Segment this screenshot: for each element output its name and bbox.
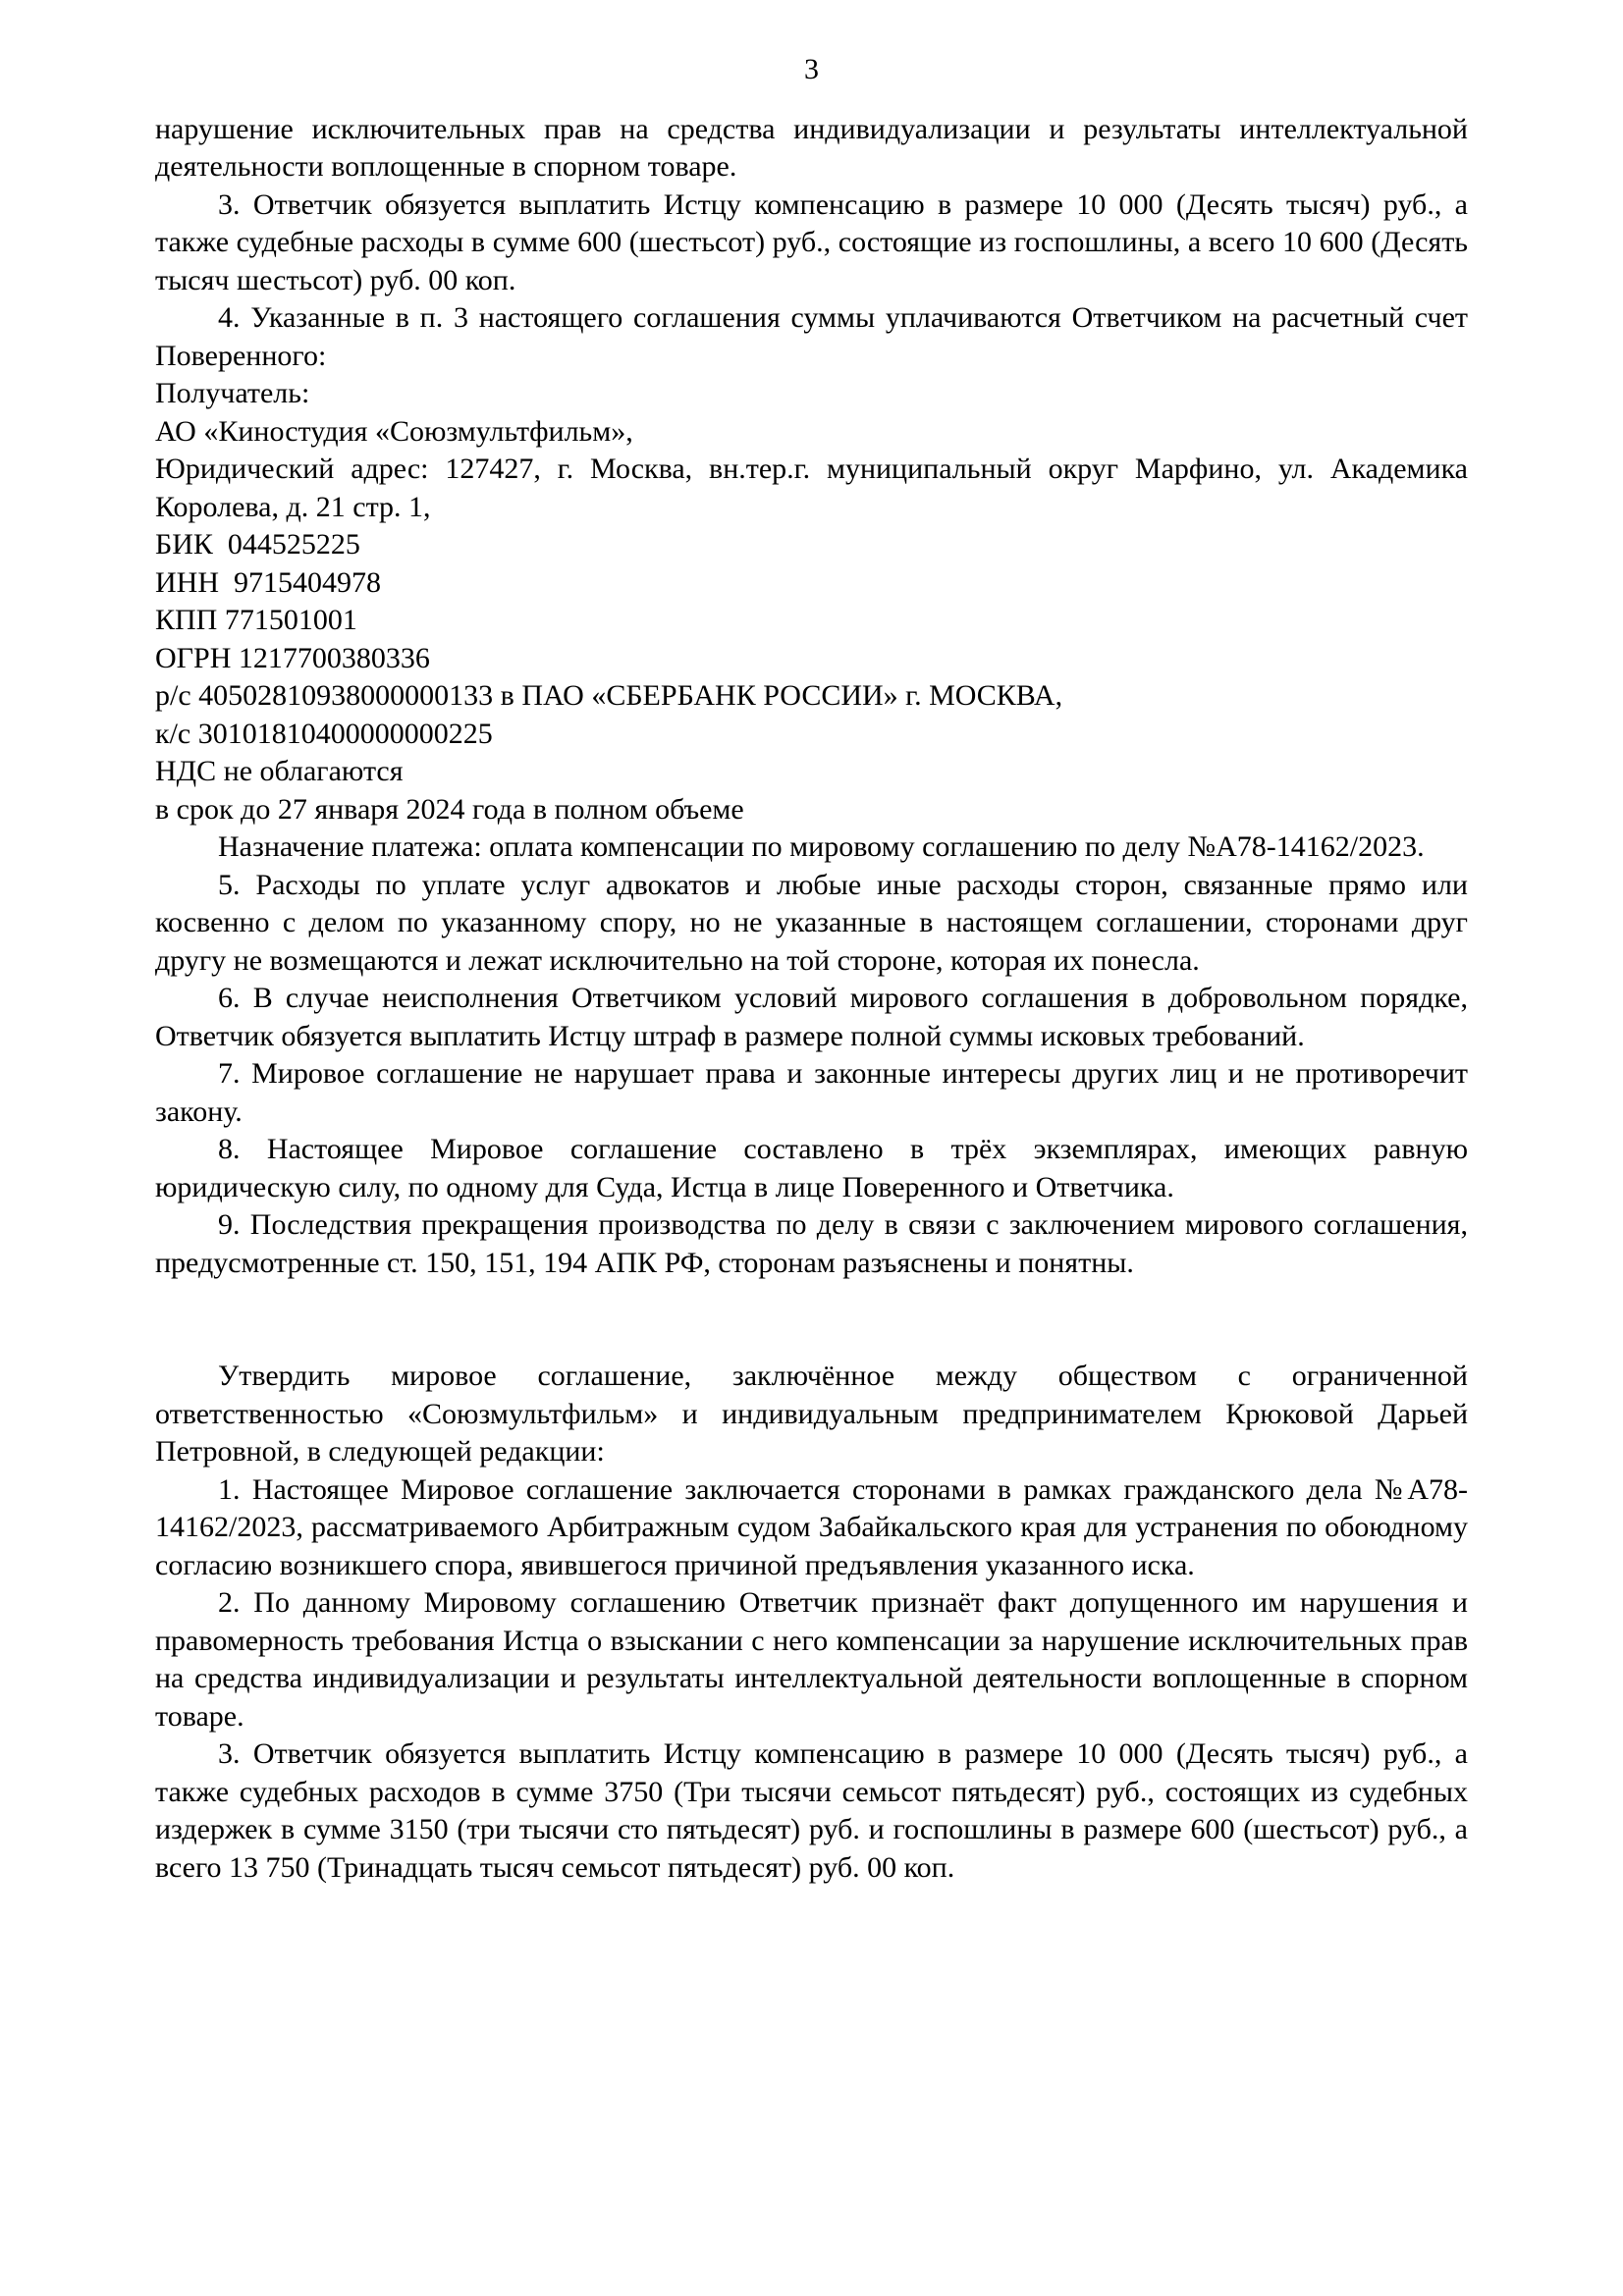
paragraph: 6. В случае неисполнения Ответчиком условий мирового соглашения в добровольном порядке, Ответчик обязуется выплатить Истцу штраф в размере полной суммы исковых требований. <box>155 982 1468 1052</box>
paragraph: Юридический адрес: 127427, г. Москва, вн.тер.г. муниципальный округ Марфино, ул. Академика Королева, д. 21 стр. 1, <box>155 453 1468 523</box>
paragraph-spacer <box>155 1282 1468 1358</box>
paragraph: АО «Киностудия «Союзмультфильм», <box>155 414 633 448</box>
paragraph: НДС не облагаются <box>155 755 404 787</box>
paragraph: 3. Ответчик обязуется выплатить Истцу компенсацию в размере 10 000 (Десять тысяч) руб., а также судебные расходы в сумме 600 (шестьсот) руб., состоящие из госпошлины, а всего 10 600 (Десять тысяч шестьсот) руб. 00 коп. <box>155 187 1468 296</box>
paragraph: 5. Расходы по уплате услуг адвокатов и любые иные расходы сторон, связанные прямо или косвенно с делом по указанному спору, но не указанные в настоящем соглашении, сторонами друг другу не возмещаются и лежат исключительно на той стороне, которая их понесла. <box>155 868 1468 977</box>
paragraph: ИНН 9715404978 <box>155 565 381 599</box>
paragraph: КПП 771501001 <box>155 604 357 636</box>
paragraph: 8. Настоящее Мировое соглашение составлено в трёх экземплярах, имеющих равную юридическую силу, по одному для Суда, Истца в лице Поверенного и Ответчика. <box>155 1133 1468 1203</box>
paragraph: в срок до 27 января 2024 года в полном объеме <box>155 792 744 826</box>
page-number: 3 <box>804 53 819 85</box>
paragraph: р/с 40502810938000000133 в ПАО «СБЕРБАНК РОССИИ» г. МОСКВА, <box>155 679 1063 712</box>
paragraph: 2. По данному Мировому соглашению Ответчик признаёт факт допущенного им нарушения и правомерность требования Истца о взыскании с него компенсации за нарушение исключительных прав на средства индивидуализации и результаты интеллектуальной деятельности воплощенные в спорном товаре. <box>155 1586 1468 1733</box>
paragraph: Утвердить мировое соглашение, заключённое между обществом с ограниченной ответственностью «Союзмультфильм» и индивидуальным предпринимателем Крюковой Дарьей Петровной, в следующей редакции: <box>155 1360 1468 1468</box>
document-body <box>155 111 1468 1888</box>
paragraph: ОГРН 1217700380336 <box>155 641 430 674</box>
paragraph: 9. Последствия прекращения производства по делу в связи с заключением мирового соглашения, предусмотренные ст. 150, 151, 194 АПК РФ, сторонам разъяснены и понятны. <box>155 1208 1468 1279</box>
paragraph: Назначение платежа: оплата компенсации по мировому соглашению по делу №А78-14162/2023. <box>218 830 1425 863</box>
paragraph: к/с 30101810400000000225 <box>155 717 493 750</box>
paragraph: 7. Мировое соглашение не нарушает права и законные интересы других лиц и не противоречит закону. <box>155 1057 1468 1128</box>
paragraph: 1. Настоящее Мировое соглашение заключается сторонами в рамках гражданского дела №А78-14162/2023, рассматриваемого Арбитражным судом Забайкальского края для устранения по обоюдному согласию возникшего спора, явившегося причиной предъявления указанного иска. <box>155 1472 1468 1581</box>
paragraph: 3. Ответчик обязуется выплатить Истцу компенсацию в размере 10 000 (Десять тысяч) руб., а также судебных расходов в сумме 3750 (Три тысячи семьсот пятьдесят) руб., состоящих из судебных издержек в сумме 3150 (три тысячи сто пятьдесят) руб. и госпошлины в размере 600 (шестьсот) руб., а всего 13 750 (Тринадцать тысяч семьсот пятьдесят) руб. 00 коп. <box>155 1737 1468 1884</box>
paragraph: 4. Указанные в п. 3 настоящего соглашения суммы уплачиваются Ответчиком на расчетный счет Поверенного: <box>155 301 1468 372</box>
paragraph: Получатель: <box>155 377 310 409</box>
paragraph: БИК 044525225 <box>155 528 360 561</box>
paragraph: нарушение исключительных прав на средства индивидуализации и результаты интеллектуальной деятельности воплощенные в спорном товаре. <box>155 112 1468 183</box>
